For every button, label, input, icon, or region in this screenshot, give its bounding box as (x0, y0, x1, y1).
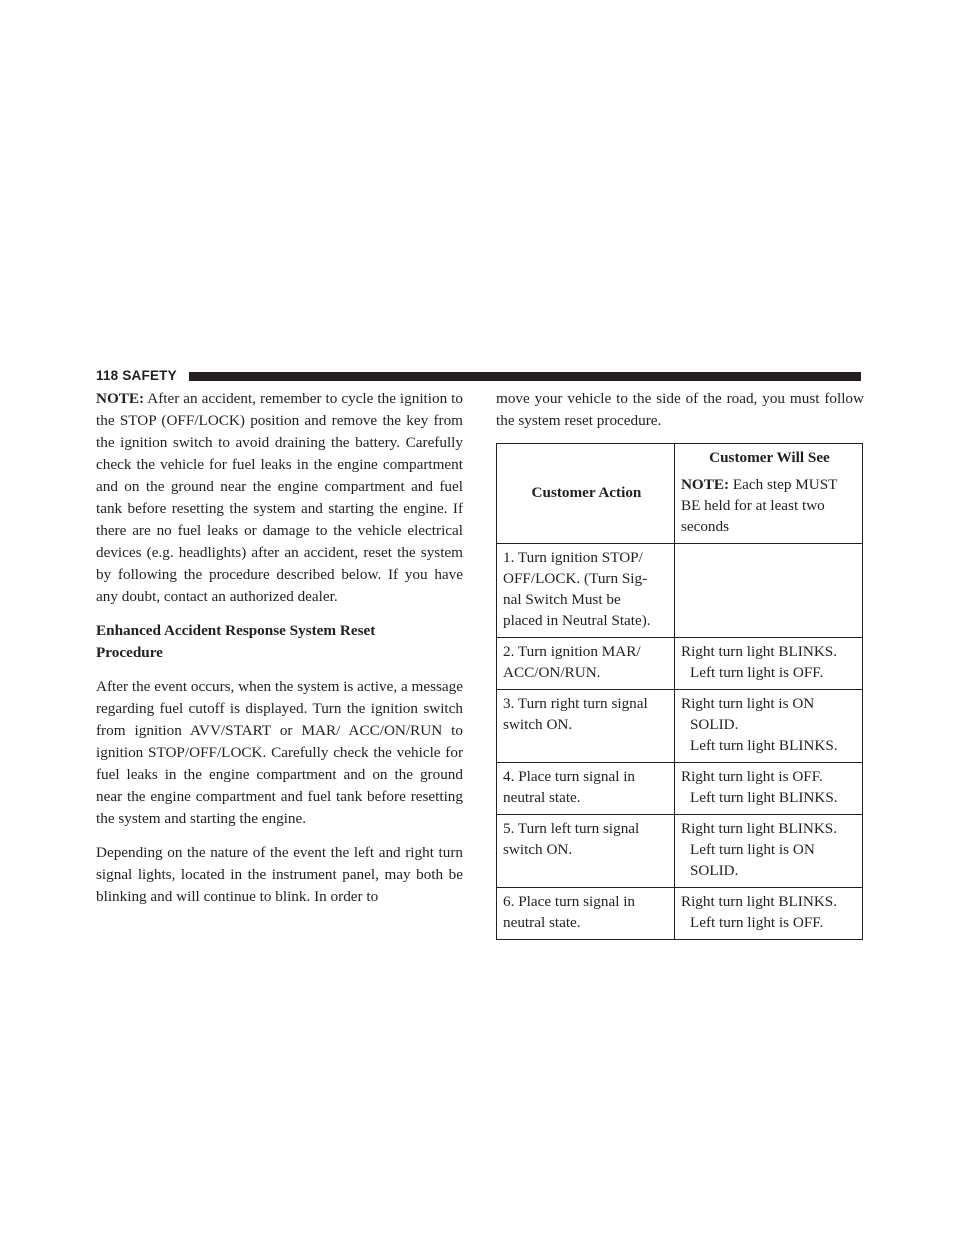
table-row (497, 638, 863, 690)
cell-customer-will-see (674, 690, 862, 763)
table-row (497, 690, 863, 763)
header-will-see-title: Customer Will See (709, 449, 830, 466)
table-row (497, 888, 863, 940)
action-line: switch ON. (503, 841, 573, 858)
right-column (496, 388, 864, 432)
see-line: Left turn light is OFF. (689, 664, 824, 681)
action-line: ACC/ON/RUN. (503, 664, 601, 681)
heading-line-1: Enhanced Accident Response System Reset (96, 622, 376, 639)
see-line: Right turn light is ON (680, 695, 815, 712)
header-will-see-note (681, 474, 858, 537)
reset-paragraph: After the event occurs, when the system is active, a message regarding fuel cutoff is displayed. Turn the ignition switch from ignition AVV/START or MAR/ ACC/ON/RUN to ignition STOP/OFF/LOCK. Carefully check the vehicle for fuel leaks in the engine compartment and on the ground near the engine compartment and fuel tank before resetting the system and starting the engine. (96, 678, 463, 827)
note-paragraph (96, 388, 463, 608)
cell-customer-will-see (674, 815, 862, 888)
cell-customer-action (497, 690, 675, 763)
cell-customer-action (497, 544, 675, 638)
action-line: switch ON. (503, 716, 573, 733)
continuation-paragraph: move your vehicle to the side of the road, you must follow the system reset procedure. (496, 390, 864, 429)
action-line: neutral state. (503, 914, 581, 931)
cell-customer-will-see (674, 638, 862, 690)
see-line: SOLID. (689, 716, 739, 733)
cell-customer-will-see (674, 888, 862, 940)
cell-customer-will-see (674, 544, 862, 638)
header-customer-will-see (674, 444, 862, 544)
see-line: Right turn light BLINKS. (680, 820, 838, 837)
see-line: Right turn light is OFF. (680, 768, 823, 785)
heading-line-2: Procedure (96, 644, 163, 661)
cell-customer-will-see (674, 763, 862, 815)
cell-customer-action (497, 763, 675, 815)
reset-procedure-table (496, 443, 863, 940)
header-note-text: Each step MUST BE held for at least two seconds (680, 476, 838, 535)
action-line: 4. Place turn signal in (503, 768, 636, 785)
action-line: 2. Turn ignition MAR/ (503, 643, 641, 660)
action-line: 6. Place turn signal in (503, 893, 636, 910)
table-row (497, 763, 863, 815)
table-header-row (497, 444, 863, 544)
action-line: OFF/LOCK. (Turn Sig- (503, 570, 648, 587)
section-heading (96, 620, 463, 664)
header-customer-action: Customer Action (497, 444, 675, 544)
action-line: 1. Turn ignition STOP/ (503, 549, 643, 566)
left-column (96, 388, 463, 920)
see-line: Left turn light is ON (689, 841, 815, 858)
action-line: 5. Turn left turn signal (503, 820, 640, 837)
header-note-label: NOTE: (680, 476, 730, 493)
see-line: SOLID. (689, 862, 739, 879)
see-line: Left turn light BLINKS. (689, 789, 838, 806)
see-line: Right turn light BLINKS. (680, 893, 838, 910)
action-line: 3. Turn right turn signal (503, 695, 648, 712)
note-text: After an accident, remember to cycle the ignition to the STOP (OFF/LOCK) position and remove the key from the ignition switch to avoid draining the battery. Carefully check the vehicle for fuel leaks in the engine compartment and on the ground near the engine compartment and fuel tank before resetting the system and starting the engine. If there are no fuel leaks or damage to the vehicle electrical devices (e.g. headlights) after an accident, reset the system by following the procedure described below. If you have any doubt, contact an authorized dealer. (96, 390, 463, 605)
header-rule (189, 372, 861, 381)
action-line: placed in Neutral State). (503, 612, 651, 629)
page-header (96, 368, 861, 384)
table-row (497, 544, 863, 638)
action-line: nal Switch Must be (503, 591, 621, 608)
see-line: Right turn light BLINKS. (680, 643, 838, 660)
action-line: neutral state. (503, 789, 581, 806)
turn-signal-paragraph: Depending on the nature of the event the left and right turn signal lights, located in the instrument panel, may both be blinking and will continue to blink. In order to (96, 844, 463, 905)
page-number: 118 (96, 368, 119, 383)
cell-customer-action (497, 888, 675, 940)
see-line: Left turn light BLINKS. (689, 737, 838, 754)
cell-customer-action (497, 638, 675, 690)
header-label (96, 368, 177, 384)
see-line: Left turn light is OFF. (689, 914, 824, 931)
cell-customer-action (497, 815, 675, 888)
table-body (497, 544, 863, 940)
table-row (497, 815, 863, 888)
section-title: SAFETY (122, 368, 177, 383)
note-label: NOTE: (96, 390, 145, 407)
